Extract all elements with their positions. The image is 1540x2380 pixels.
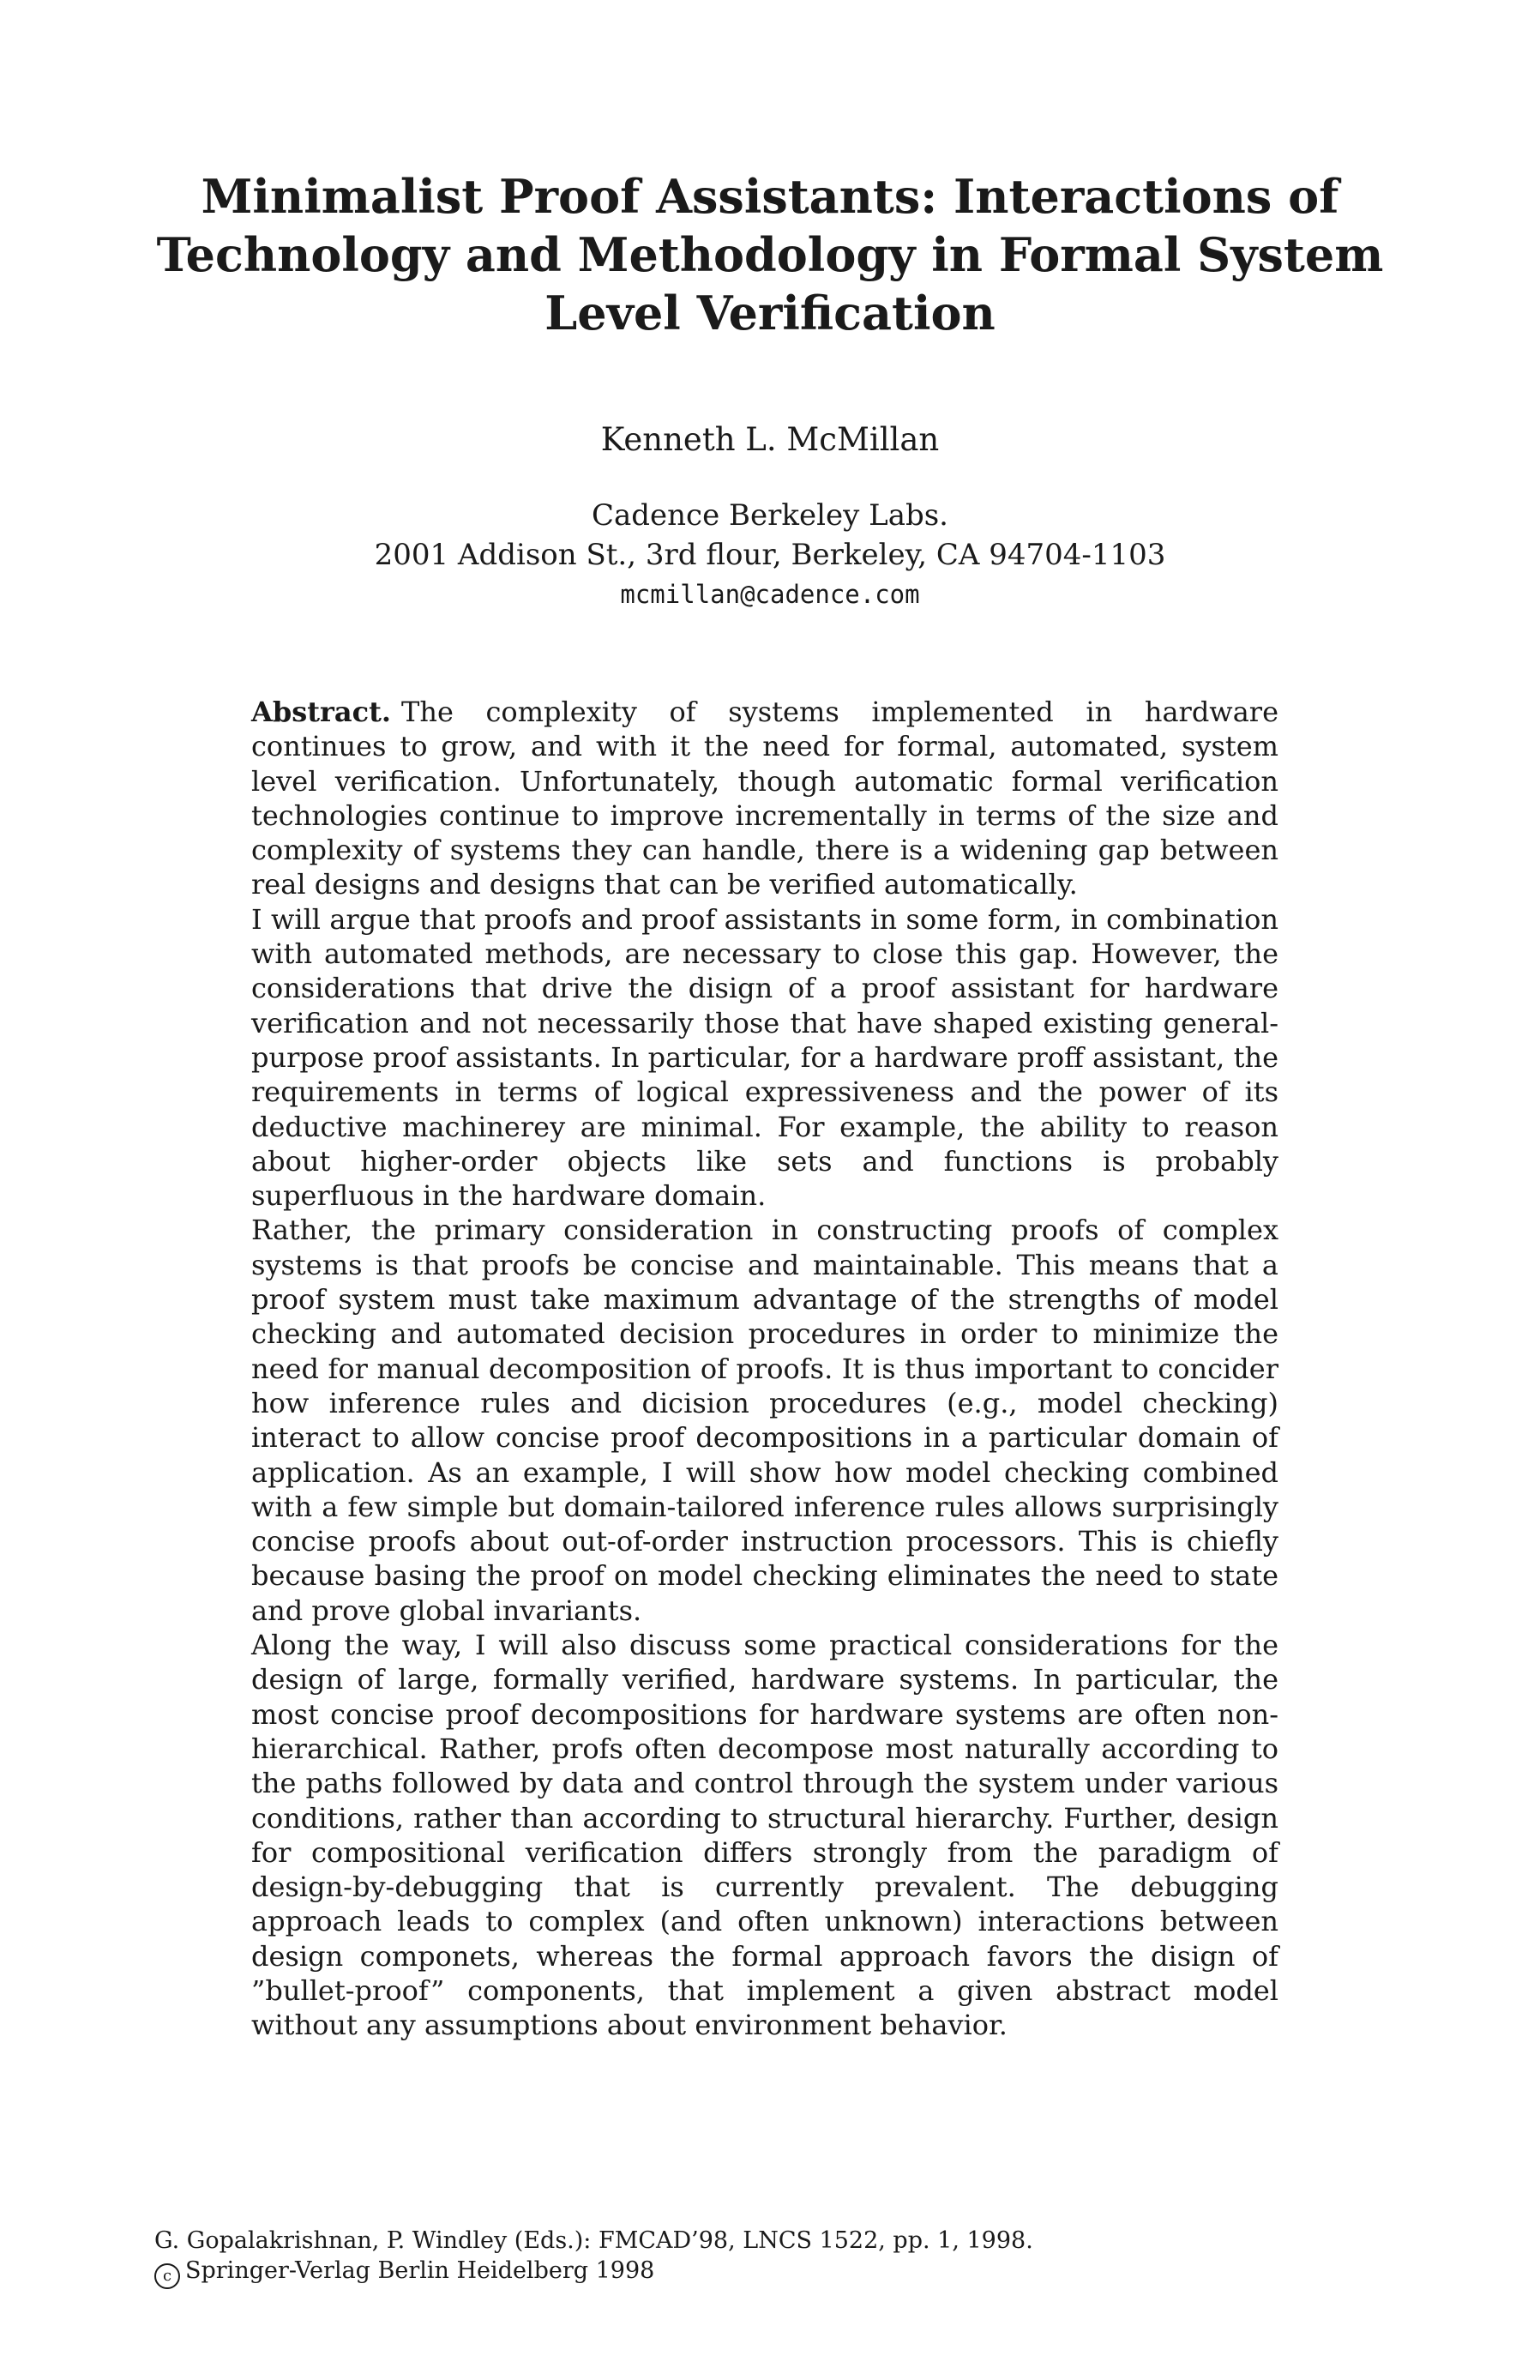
footer-note [154, 2226, 1269, 2289]
title-line-2: Technology and Methodology in Formal System [156, 227, 1384, 282]
copyright-line [154, 2256, 1269, 2289]
abstract-paragraph-3: Rather, the primary consideration in constructing proofs of complex systems is that proofs be concise and maintainable. This means that a proof system must take maximum advantage of the strengths of model checking and automated decision procedures in order to minimize the need for manual decomposition of proofs. It is thus important to concider how inference rules and dicision procedures (e.g., model checking) interact to allow concise proof decompositions in a particular domain of application. As an example, I will show how model checking combined with a few simple but domain-tailored inference rules allows surprisingly concise proofs about out-of-order instruction processors. This is chiefly because basing the proof on model checking eliminates the need to state and prove global invariants. [251, 1214, 1278, 1627]
copyright-icon: c [154, 2263, 180, 2289]
paper-title [154, 167, 1386, 342]
address: 2001 Addison St., 3rd flour, Berkeley, CA 94704-1103 [374, 538, 1166, 572]
abstract-paragraph-4: Along the way, I will also discuss some practical considerations for the design of large, formally verified, hardware systems. In particular, the most concise proof decompositions for hardware systems are often non-hierarchical. Rather, profs often decompose most naturally according to the paths followed by data and control through the system under various conditions, rather than according to structural hierarchy. Further, design for compositional verification differs strongly from the paradigm of design-by-debugging that is currently prevalent. The debugging approach leads to complex (and often unknown) interactions between design componets, whereas the formal approach favors the disign of ”bullet-proof” components, that implement a given abstract model without any assumptions about environment behavior. [251, 1629, 1278, 2042]
citation: G. Gopalakrishnan, P. Windley (Eds.): FMCAD’98, LNCS 1522, pp. 1, 1998. [154, 2227, 1033, 2254]
author-email: mcmillan@cadence.com [620, 580, 920, 609]
affiliation: Cadence Berkeley Labs. [591, 498, 948, 533]
author-affiliation-block [0, 496, 1540, 614]
copyright-text: Springer-Verlag Berlin Heidelberg 1998 [185, 2257, 655, 2284]
abstract-label: Abstract. [251, 696, 391, 728]
title-line-3: Level Verification [544, 286, 996, 340]
abstract-paragraph-1 [251, 695, 1278, 902]
author-name: Kenneth L. McMillan [600, 421, 940, 458]
title-line-1: Minimalist Proof Assistants: Interactions of [201, 169, 1339, 224]
abstract-paragraph-2: I will argue that proofs and proof assistants in some form, in combination with automated methods, are necessary to close this gap. However, the considerations that drive the disign of a proof assistant for hardware verification and not necessarily those that have shaped existing general-purpose proof assistants. In particular, for a hardware proff assistant, the requirements in terms of logical expressiveness and the power of its deductive machinerey are minimal. For example, the ability to reason about higher-order objects like sets and functions is probably superfluous in the hardware domain. [251, 902, 1278, 1213]
abstract [251, 695, 1278, 2043]
abstract-text-1: The complexity of systems implemented in hardware continues to grow, and with it the need for formal, automated, system level verification. Unfortunately, though automatic formal verification technologies continue to improve incrementally in terms of the size and complexity of systems they can handle, there is a widening gap between real designs and designs that can be verified automatically. [251, 696, 1278, 901]
